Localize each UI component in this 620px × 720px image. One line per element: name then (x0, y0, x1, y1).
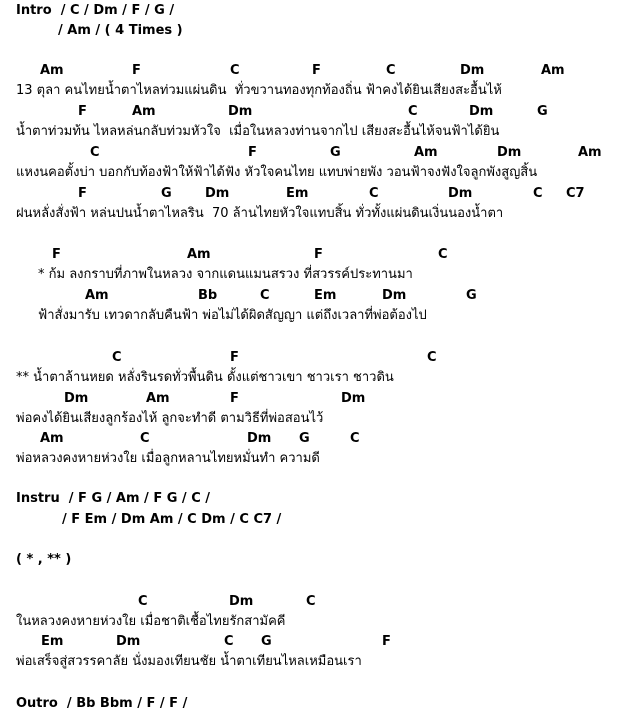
chord: Dm (205, 186, 230, 201)
chord: C (224, 634, 234, 649)
chord: F (230, 391, 239, 406)
chord: C (427, 350, 437, 365)
chord: C (140, 431, 150, 446)
chord: G (261, 634, 272, 649)
chord: Bb (198, 288, 218, 303)
chord: Dm (469, 104, 494, 119)
chord: Dm (64, 391, 89, 406)
instru-line-1: Instru / F G / Am / F G / C / (16, 491, 211, 506)
chord: Dm (247, 431, 272, 446)
outro-line: Outro / Bb Bbm / F / F / (16, 696, 188, 711)
chord: Am (132, 104, 156, 119)
chord: Dm (341, 391, 366, 406)
chord: Am (40, 63, 64, 78)
intro-line-1: Intro / C / Dm / F / G / (16, 3, 175, 18)
repeat-marker: ( * , ** ) (16, 552, 72, 567)
chord: C (438, 247, 448, 262)
instru-line-2: / F Em / Dm Am / C Dm / C C7 / (62, 512, 282, 527)
lyric-line: พ่อคงได้ยินเสียงลูกร้องไห้ ลูกจะทำดี ตามวิธีที่พ่อสอนไว้ (16, 411, 324, 426)
intro-line-2: / Am / ( 4 Times ) (58, 23, 183, 38)
lyric-line: พ่อหลวงคงหายห่วงใย เมื่อลูกหลานไทยหมั่นทำ ความดี (16, 451, 320, 466)
chord: Em (314, 288, 337, 303)
chord: C (386, 63, 396, 78)
chord: C (369, 186, 379, 201)
chord: G (537, 104, 548, 119)
chord: F (314, 247, 323, 262)
chord: Dm (228, 104, 253, 119)
chord: Dm (448, 186, 473, 201)
chord: F (78, 104, 87, 119)
chord: F (312, 63, 321, 78)
chord: Dm (460, 63, 485, 78)
chord: C (112, 350, 122, 365)
chord: C (260, 288, 270, 303)
chord: Am (146, 391, 170, 406)
chord: G (161, 186, 172, 201)
chord: C (306, 594, 316, 609)
lyric-line: ** น้ำตาล้านหยด หลั่งรินรดทั่วพื้นดิน ดั้งแต่ชาวเขา ชาวเรา ชาวดิน (16, 370, 394, 385)
chord: Em (286, 186, 309, 201)
chord: Dm (229, 594, 254, 609)
chord: F (382, 634, 391, 649)
chord: G (466, 288, 477, 303)
chord: F (78, 186, 87, 201)
chord: C7 (566, 186, 585, 201)
lyric-line: * ก้ม ลงกราบที่ภาพในหลวง จากแดนแมนสรวง ที่สวรรค์ประทานมา (38, 267, 413, 282)
chord: Am (40, 431, 64, 446)
chord: C (230, 63, 240, 78)
chord: Dm (382, 288, 407, 303)
lyric-line: ฝนหลั่งสั่งฟ้า หล่นปนน้ำตาไหลริน 70 ล้านไทยหัวใจแทบสิ้น ทั่วทั้งแผ่นดินเงิ่นนองน้ำตา (16, 206, 504, 221)
chord: F (230, 350, 239, 365)
chord: C (350, 431, 360, 446)
chord: Am (85, 288, 109, 303)
lyric-line: แหงนคอตั้งบ่า บอกกับท้องฟ้าให้ฟ้าได้ฟัง หัวใจคนไทย แทบพ่ายพัง วอนฟ้าจงฟังใจลูกพังสูญสิ้น (16, 165, 538, 180)
chord: Em (41, 634, 64, 649)
lyric-line: 13 ตุลา คนไทยน้ำตาไหลท่วมแผ่นดิน ทั่วขวานทองทุกท้องถิ่น ฟ้าคงได้ยินเสียงสะอื้นไห้ (16, 83, 502, 98)
lyric-line: ในหลวงคงหายห่วงใย เมื่อชาติเชื้อไทยรักสามัคคี (16, 614, 286, 629)
chord: G (330, 145, 341, 160)
chord: Dm (497, 145, 522, 160)
chord: F (132, 63, 141, 78)
chord: C (90, 145, 100, 160)
chord: Am (578, 145, 602, 160)
chord: F (248, 145, 257, 160)
lyric-line: น้ำตาท่วมท้น ไหลหล่นกลับท่วมหัวใจ เมื่อในหลวงท่านจากไป เสียงสะอื้นไห้จนฟ้าได้ยิน (16, 124, 500, 139)
chord: Dm (116, 634, 141, 649)
chord: C (138, 594, 148, 609)
lyric-line: พ่อเสร็จสู่สวรรคาลัย นั่งมองเทียนชัย น้ำตาเทียนไหลเหมือนเรา (16, 654, 362, 669)
chord: Am (187, 247, 211, 262)
chord: G (299, 431, 310, 446)
chord: Am (541, 63, 565, 78)
lyric-line: ฟ้าสั่งมารับ เทวดากลับคืนฟ้า พ่อไม่ได้ผิดสัญญา แต่ถึงเวลาที่พ่อต้องไป (38, 308, 427, 323)
chord: Am (414, 145, 438, 160)
chord: C (408, 104, 418, 119)
chord: C (533, 186, 543, 201)
chord: F (52, 247, 61, 262)
